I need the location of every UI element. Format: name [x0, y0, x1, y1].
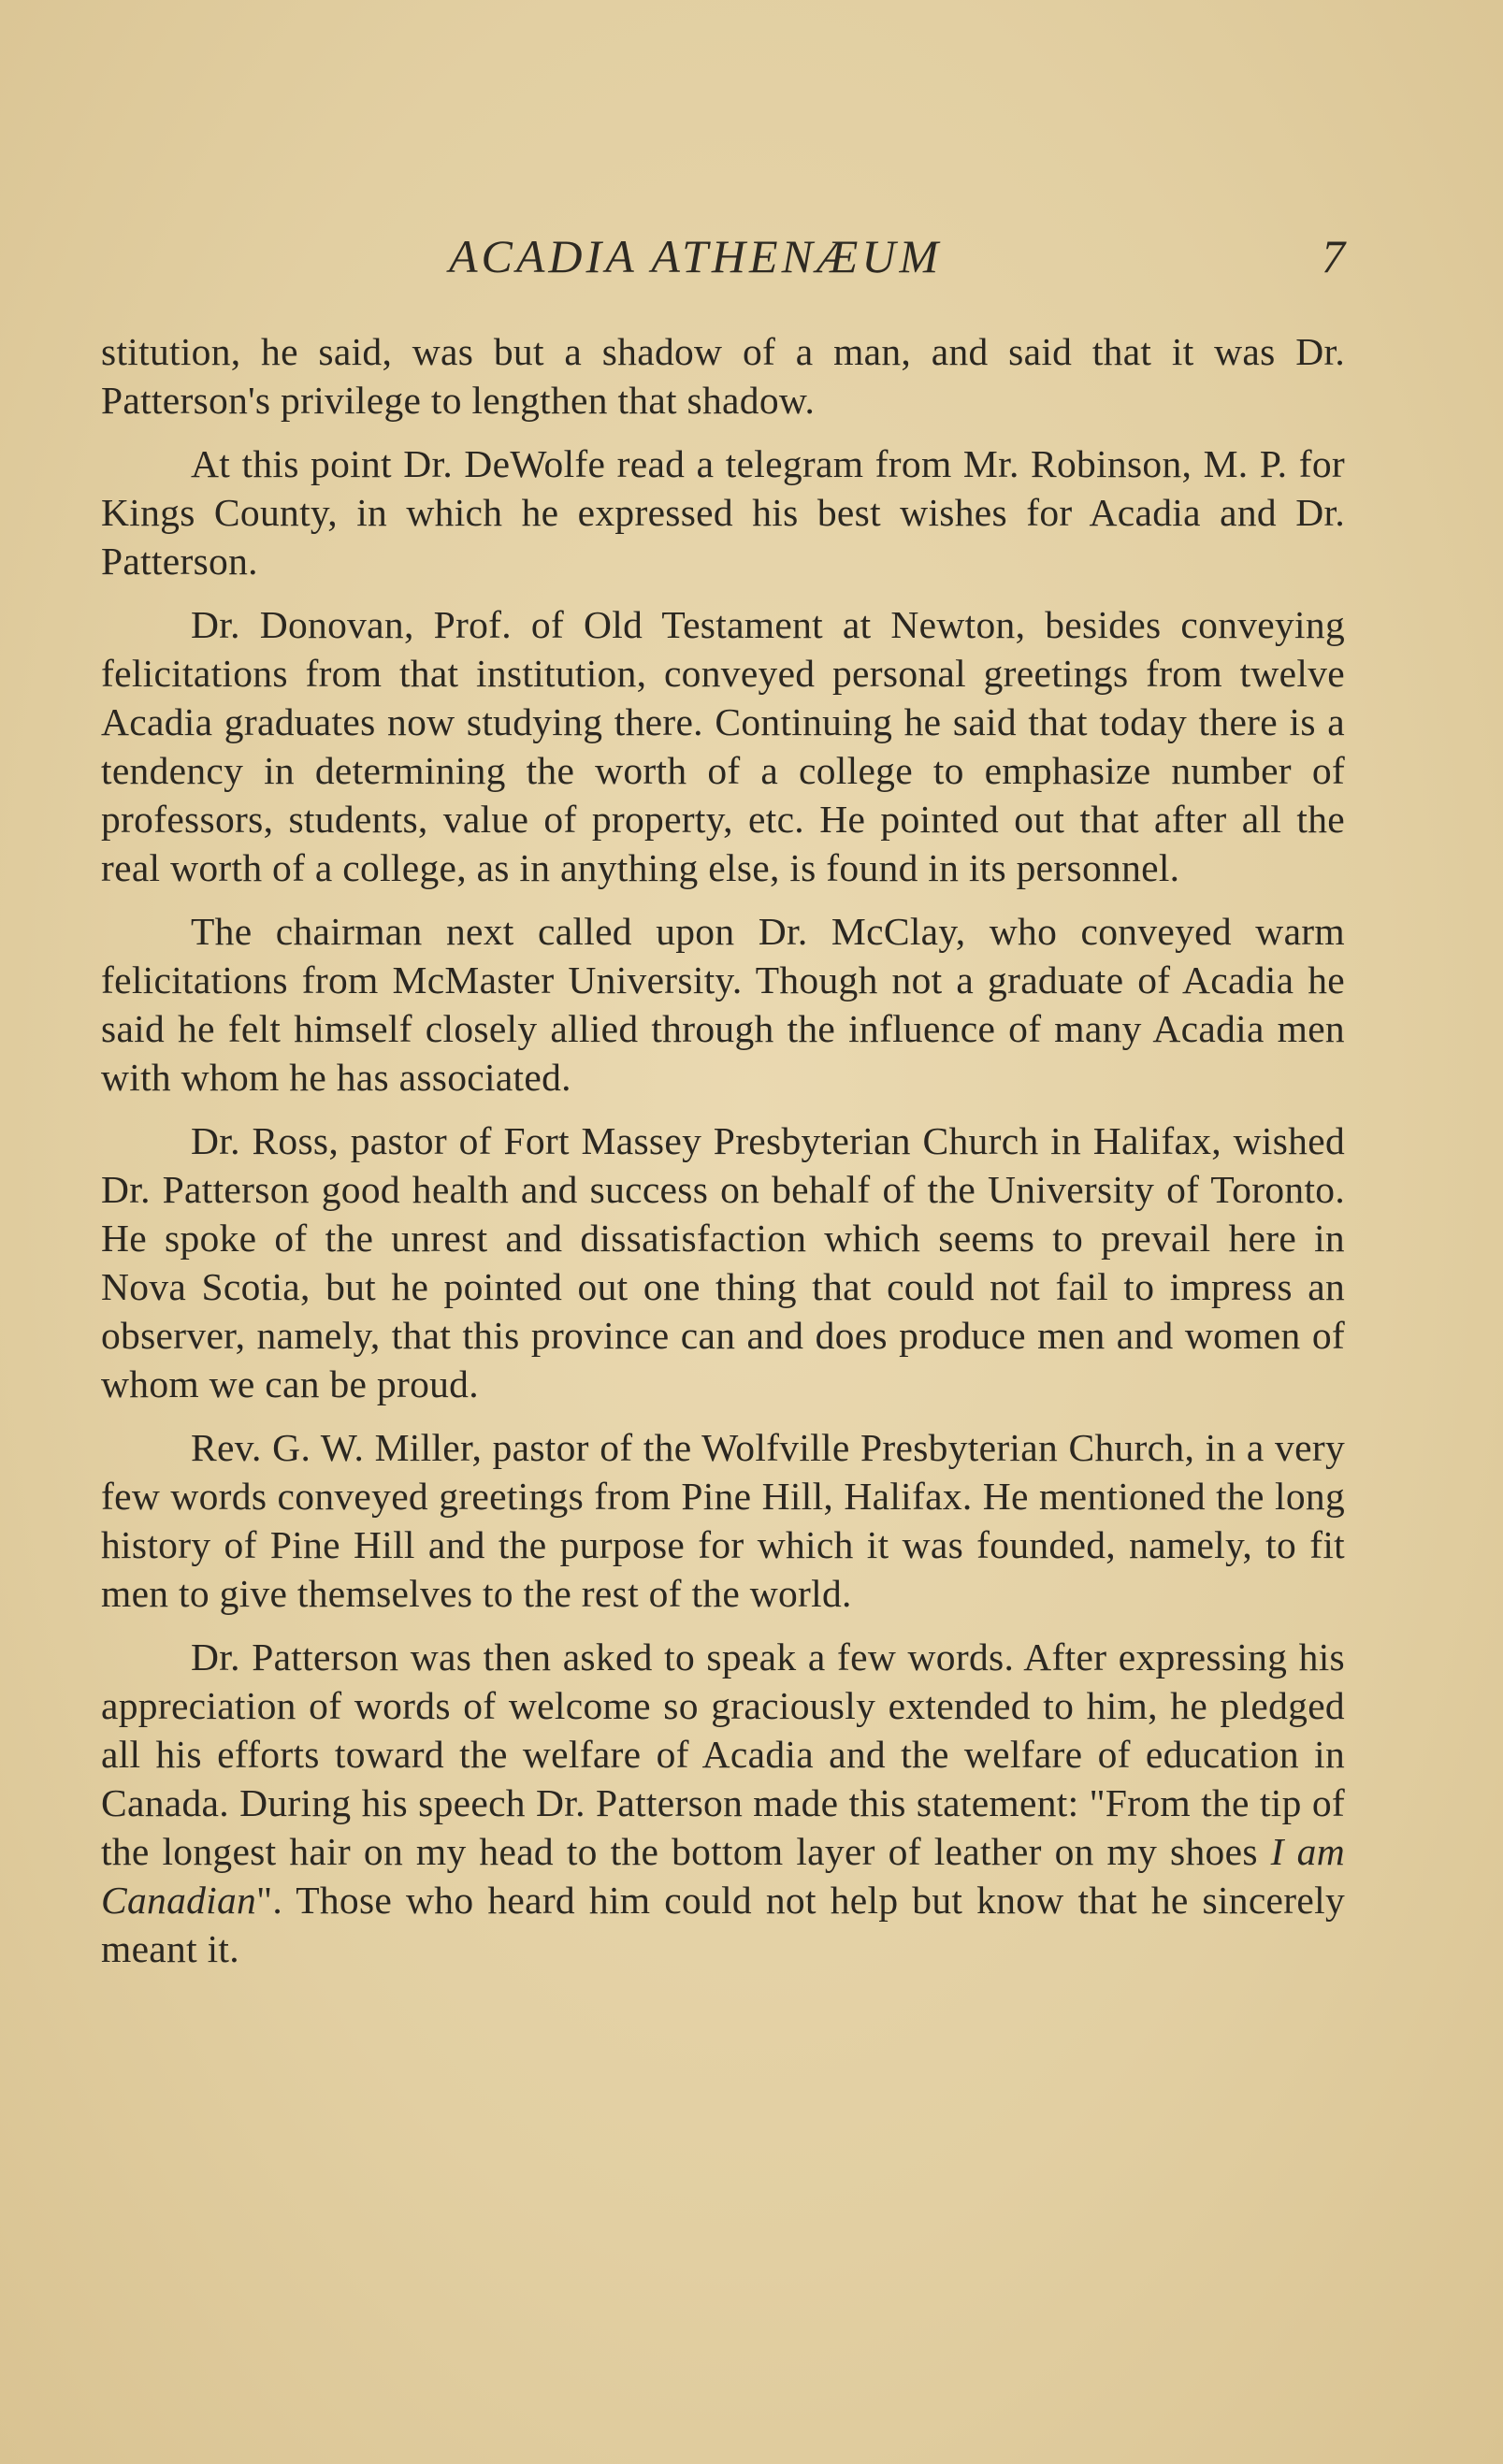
- page-number: 7: [1322, 230, 1345, 282]
- paragraph-patterson-ending: ". Those who heard him could not help but know that he sincerely meant it.: [101, 1879, 1345, 1970]
- paragraph-mcclay: The chairman next called upon Dr. McClay, who conveyed warm felicitations from McMaster University. Though not a graduate of Acadia he said he felt himself closely allied through the influence of many Acadia men with whom he has associated.: [101, 910, 1345, 1099]
- paragraph-ross: Dr. Ross, pastor of Fort Massey Presbyterian Church in Halifax, wished Dr. Patterson good health and success on behalf of the University of Toronto. He spoke of the unrest and dissatisfaction which seems to prevail here in Nova Scotia, but he pointed out one thing that could not fail to impress an observer, namely, that this province can and does produce men and women of whom we can be proud.: [101, 1119, 1345, 1405]
- running-title: ACADIA ATHENÆUM: [449, 230, 943, 282]
- page-header: [101, 229, 1345, 295]
- body-text: [101, 327, 1345, 1988]
- paragraph-continuation: stitution, he said, was but a shadow of a man, and said that it was Dr. Patterson's privilege to lengthen that shadow.: [101, 330, 1345, 422]
- paragraph-patterson-quote: I am Canadian: [101, 1830, 1345, 1922]
- paragraph-patterson: [101, 1633, 1345, 1973]
- paragraph-donovan: Dr. Donovan, Prof. of Old Testament at Newton, besides conveying felicitations from that institution, conveyed personal greetings from twelve Acadia graduates now studying there. Continuing he said that today there is a tendency in determining the worth of a college to emphasize number of professors, students, value of property, etc. He pointed out that after all the real worth of a college, as in anything else, is found in its personnel.: [101, 603, 1345, 889]
- paragraph-miller: Rev. G. W. Miller, pastor of the Wolfville Presbyterian Church, in a very few words conveyed greetings from Pine Hill, Halifax. He mentioned the long history of Pine Hill and the purpose for which it was founded, namely, to fit men to give themselves to the rest of the world.: [101, 1426, 1345, 1615]
- paragraph-patterson-text: Dr. Patterson was then asked to speak a few words. After expressing his appreciation of words of welcome so graciously extended to him, he pledged all his efforts toward the welfare of Acadia and the welfare of education in Canada. During his speech Dr. Patterson made this statement: "From the tip of the longest hair on my head to the bottom layer of leather on my shoes: [101, 1635, 1345, 1873]
- paragraph-telegram: At this point Dr. DeWolfe read a telegram from Mr. Robinson, M. P. for Kings County, in which he expressed his best wishes for Acadia and Dr. Patterson.: [101, 442, 1345, 583]
